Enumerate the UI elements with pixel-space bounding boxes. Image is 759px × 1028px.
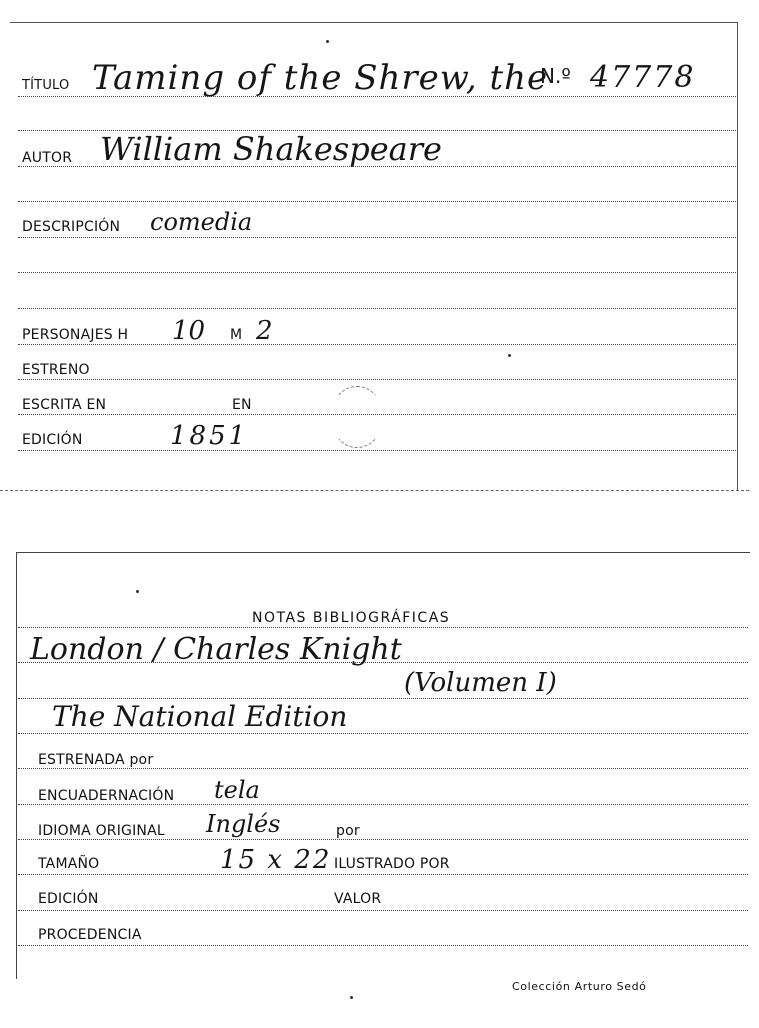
edicion-back-label: EDICIÓN — [38, 891, 99, 907]
rule-line — [18, 698, 748, 699]
speck — [136, 590, 139, 593]
personajes-label: PERSONAJES H — [22, 327, 129, 343]
personajes-m-value: 2 — [256, 316, 273, 346]
ilustrado-label: ILUSTRADO POR — [334, 856, 450, 872]
punch-hole-mark — [330, 386, 384, 448]
autor-value: William Shakespeare — [100, 130, 442, 168]
numero-value: 47778 — [590, 60, 696, 95]
titulo-label: TÍTULO — [22, 78, 70, 93]
rule-line — [18, 768, 748, 769]
rule-line — [18, 627, 748, 628]
notas-line-1: London / Charles Knight — [30, 632, 402, 667]
rule-line — [18, 910, 748, 911]
tamano-label: TAMAÑO — [38, 856, 100, 872]
notas-volume: (Volumen I) — [404, 668, 557, 698]
collection-footer: Colección Arturo Sedó — [512, 980, 647, 993]
speck — [350, 996, 353, 999]
numero-label: N.º — [540, 64, 571, 88]
rule-line — [18, 945, 748, 946]
encuadernacion-value: tela — [214, 776, 260, 804]
notas-line-2: The National Edition — [52, 700, 348, 733]
descripcion-value: comedia — [150, 208, 253, 236]
estrenada-label: ESTRENADA por — [38, 752, 154, 768]
personajes-m-label: M — [230, 327, 243, 343]
en-label: EN — [232, 397, 252, 413]
escrita-en-label: ESCRITA EN — [22, 397, 107, 413]
valor-label: VALOR — [334, 891, 382, 907]
card-front-bottom-edge — [0, 490, 749, 492]
speck — [508, 354, 511, 357]
idioma-label: IDIOMA ORIGINAL — [38, 823, 165, 839]
procedencia-label: PROCEDENCIA — [38, 927, 142, 943]
rule-line — [18, 344, 736, 345]
rule-line — [18, 874, 748, 875]
idioma-value: Inglés — [206, 810, 281, 838]
rule-line — [18, 733, 748, 734]
tamano-value: 15 x 22 — [220, 845, 332, 875]
rule-line — [18, 308, 736, 309]
rule-line — [18, 379, 736, 380]
edicion-label: EDICIÓN — [22, 432, 83, 448]
rule-line — [18, 450, 736, 451]
rule-line — [18, 839, 748, 840]
rule-line — [18, 272, 736, 273]
edicion-value: 1851 — [170, 421, 249, 451]
personajes-h-value: 10 — [172, 316, 206, 346]
rule-line — [18, 804, 748, 805]
notas-heading: NOTAS BIBLIOGRÁFICAS — [252, 610, 451, 626]
titulo-value: Taming of the Shrew, the — [92, 58, 549, 98]
rule-line — [18, 201, 736, 202]
encuadernacion-label: ENCUADERNACIÓN — [38, 788, 175, 804]
por-label: por — [336, 823, 360, 839]
speck — [326, 40, 329, 43]
estreno-label: ESTRENO — [22, 362, 90, 378]
rule-line — [18, 237, 736, 238]
descripcion-label: DESCRIPCIÓN — [22, 219, 121, 235]
autor-label: AUTOR — [22, 150, 73, 166]
